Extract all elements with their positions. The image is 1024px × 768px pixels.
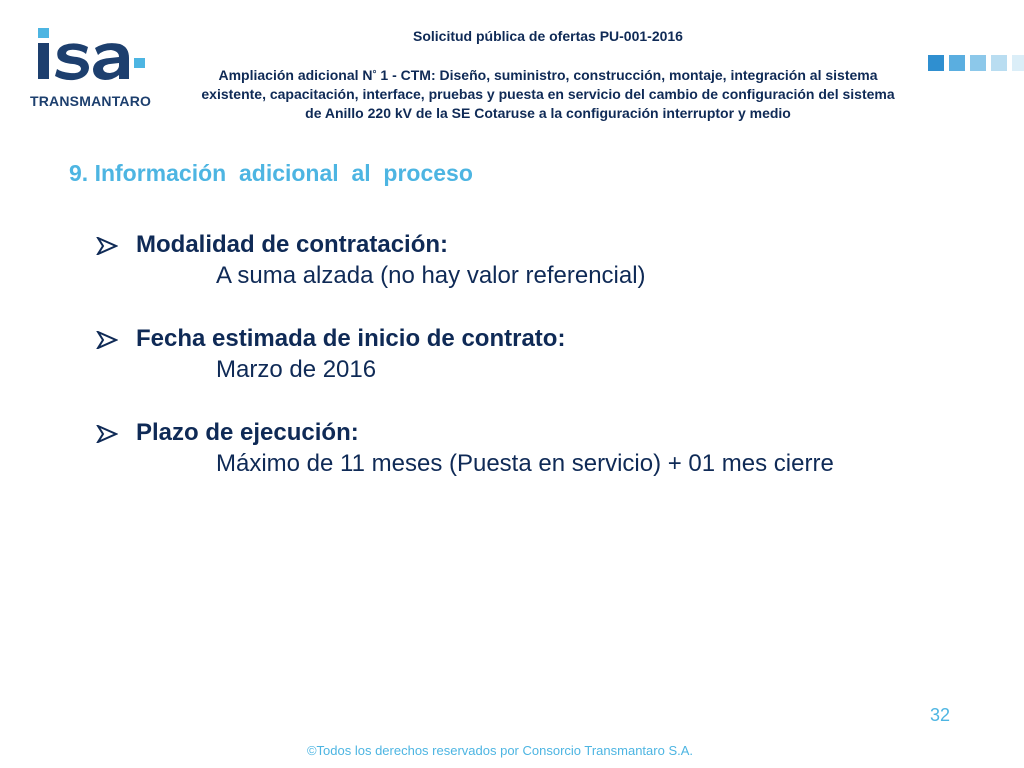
- decorative-squares-icon: [928, 55, 1024, 71]
- list-item: [96, 230, 996, 324]
- info-list: [96, 230, 996, 512]
- item-value: A suma alzada (no hay valor referencial): [216, 262, 646, 289]
- description-part-1: Ampliación adicional N: [218, 67, 373, 83]
- list-item: [96, 418, 996, 512]
- document-description: [200, 66, 896, 123]
- section-title: 9. Información adicional al proceso: [69, 160, 473, 186]
- document-header: [200, 27, 896, 123]
- description-part-3: Diseño, suministro, construcción, montaje, integración al sistema existente, capacitación, interface, pruebas y puesta en servicio del cambio de configuración del sistema de Anillo 220 kV de la SE Cotaruse a la configuración interruptor y medio: [201, 67, 895, 121]
- degree-symbol: °: [372, 69, 377, 80]
- copyright-footer: ©Todos los derechos reservados por Consorcio Transmantaro S.A.: [306, 743, 694, 758]
- arrow-bullet-icon: [96, 331, 118, 349]
- item-value: Máximo de 11 meses (Puesta en servicio) + 01 mes cierre: [216, 450, 834, 477]
- description-part-2: 1 - CTM:: [376, 67, 436, 83]
- item-label: Fecha estimada de inicio de contrato:: [136, 325, 566, 352]
- item-value: Marzo de 2016: [216, 356, 377, 383]
- brand-subtitle: TRANSMANTARO: [30, 93, 152, 109]
- list-item: [96, 324, 996, 418]
- item-label: Modalidad de contratación:: [136, 231, 449, 258]
- arrow-bullet-icon: [96, 425, 118, 443]
- arrow-bullet-icon: [96, 237, 118, 255]
- item-label: Plazo de ejecución:: [136, 419, 359, 446]
- page-number: 32: [930, 705, 951, 725]
- document-title: Solicitud pública de ofertas PU-001-2016: [413, 28, 683, 44]
